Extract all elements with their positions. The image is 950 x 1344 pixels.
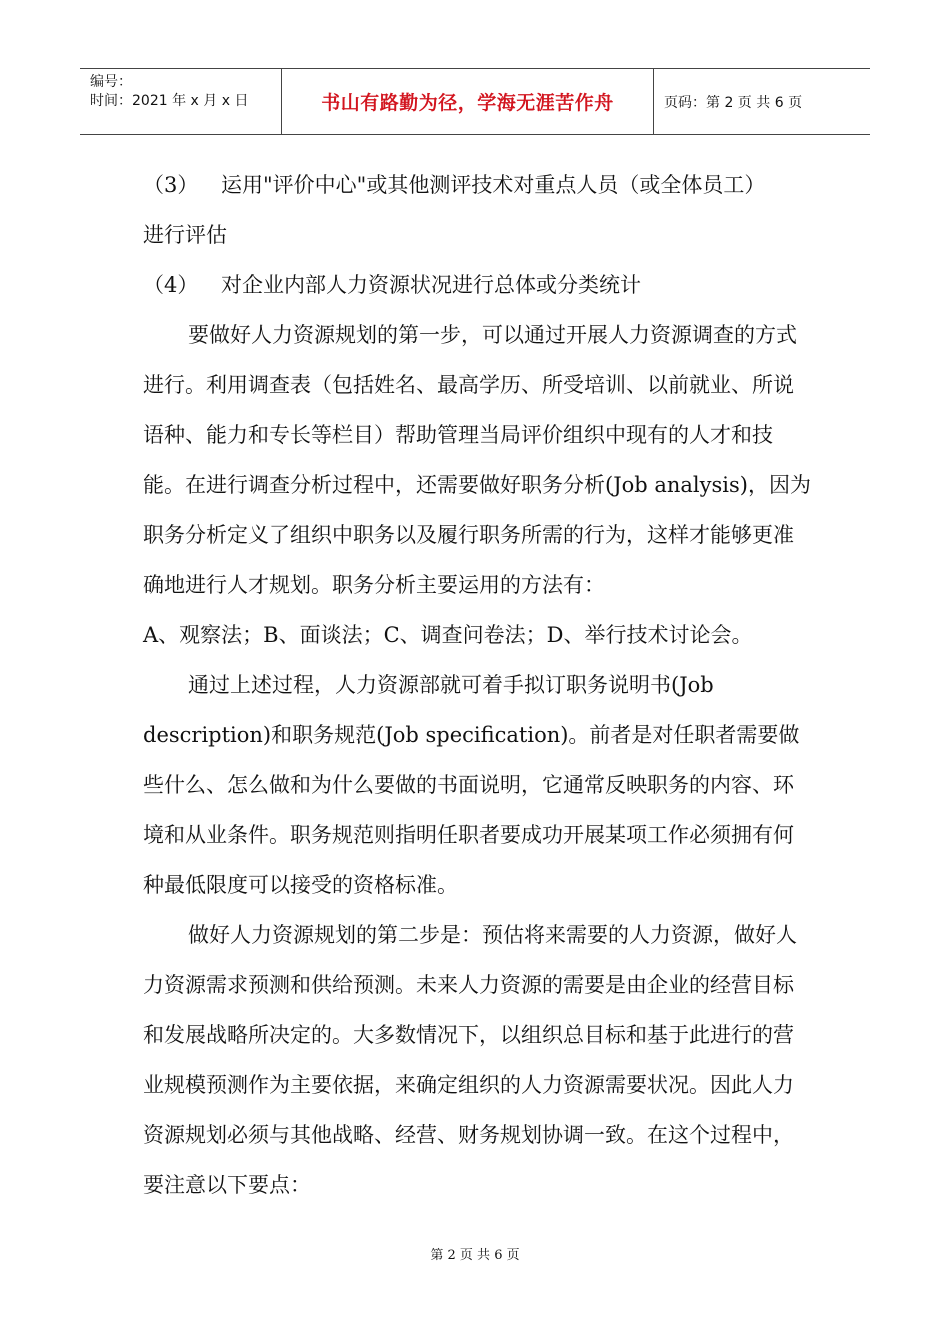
list-item-text: 对企业内部人力资源状况进行总体或分类统计: [221, 273, 641, 297]
document-number-label: 编号：: [90, 74, 132, 90]
list-item-number: （3）: [143, 173, 199, 197]
list-item-text-continued: 进行评估: [143, 223, 227, 247]
header-motto: 书山有路勤为径，学海无涯苦作舟: [282, 69, 654, 134]
header-page-code: 页码：第 2 页 共 6 页: [664, 94, 803, 111]
paragraph-job-description: 通过上述过程，人力资源部就可着手拟订职务说明书(Job description)和职务规范(Job specification)。前者是对任职者需要做些什么、怎么做和为什么要做的书面说明，它通常反映职务的内容、环境和从业条件。职务规范则指明任职者要成功开展某项工作必须拥有何种最低限度可以接受的资格标准。: [143, 673, 800, 897]
document-body: [143, 160, 811, 1210]
paragraph-step-one: 要做好人力资源规划的第一步，可以通过开展人力资源调查的方式进行。利用调查表（包括姓名、最高学历、所受培训、以前就业、所说语种、能力和专长等栏目）帮助管理当局评价组织中现有的人才和技能。在进行调查分析过程中，还需要做好职务分析(Job analysis)，因为职务分析定义了组织中职务以及履行职务所需的行为，这样才能够更准确地进行人才规划。职务分析主要运用的方法有：: [143, 323, 811, 597]
paragraph-step-two: 做好人力资源规划的第二步是：预估将来需要的人力资源，做好人力资源需求预测和供给预测。未来人力资源的需要是由企业的经营目标和发展战略所决定的。大多数情况下，以组织总目标和基于此进行的营业规模预测作为主要依据，来确定组织的人力资源需要状况。因此人力资源规划必须与其他战略、经营、财务规划协调一致。在这个过程中，要注意以下要点：: [143, 923, 797, 1197]
list-item-4: [143, 260, 811, 310]
header-meta: [80, 69, 282, 134]
paragraph-methods: A、观察法；B、面谈法；C、调查问卷法；D、举行技术讨论会。: [143, 623, 753, 647]
list-item-3: [143, 160, 811, 210]
list-item-number: （4）: [143, 273, 199, 297]
page-header: [80, 68, 870, 135]
page-footer: 第 2 页 共 6 页: [430, 1248, 520, 1263]
document-date-label: 时间：2021 年 x 月 x 日: [90, 93, 249, 109]
list-item-text: 运用"评价中心"或其他测评技术对重点人员（或全体员工）: [221, 173, 766, 197]
